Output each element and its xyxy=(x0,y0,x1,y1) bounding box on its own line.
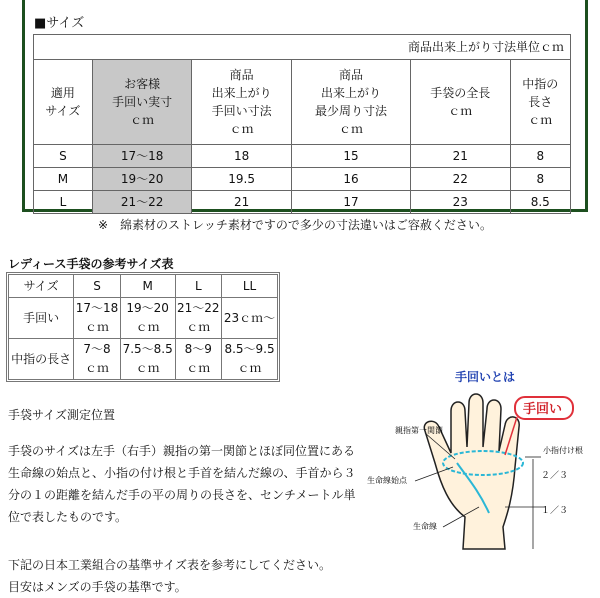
thumb-joint-label: 親指第一関節 xyxy=(395,426,443,435)
table-row xyxy=(34,145,571,168)
measure-description: 手袋のサイズは左手（右手）親指の第一関節とほぼ同位置にある生命線の始点と、小指の付け根と手首を結んだ線の、手首から３分の１の距離を結んだ手の平の周りの長さを、センチメートル単位で表したものです。 xyxy=(8,444,356,524)
stretch-note: ※ 綿素材のストレッチ素材ですので多少の寸法違いはご容赦ください。 xyxy=(98,218,492,232)
size-section-title: ■サイズ xyxy=(34,16,85,31)
reference-line: 目安はメンズの手袋の基準です。 xyxy=(8,580,187,594)
row-label-cell: 中指の長さ xyxy=(9,339,74,380)
row-label-cell: 手回い xyxy=(9,298,74,339)
reference-note xyxy=(8,554,331,598)
value-cell: 21 xyxy=(192,191,292,214)
value-cell: 18 xyxy=(192,145,292,168)
value-cell: 8.5～9.5 ｃｍ xyxy=(222,339,278,380)
ladies-size-table xyxy=(8,274,278,380)
table-row xyxy=(34,168,571,191)
ladies-table-title: レディース手袋の参考サイズ表 xyxy=(8,257,174,271)
column-header: サイズ xyxy=(9,275,74,298)
value-cell: 17～18 ｃｍ xyxy=(74,298,121,339)
unit-note: 商品出来上がり寸法単位ｃｍ xyxy=(34,35,571,60)
column-header: 中指の 長さ ｃｍ xyxy=(510,60,570,145)
column-header: 適用 サイズ xyxy=(34,60,93,145)
value-cell: 17 xyxy=(291,191,410,214)
value-cell: 8～9 ｃｍ xyxy=(175,339,222,380)
value-cell: 8 xyxy=(510,145,570,168)
column-header: 手袋の全長 ｃｍ xyxy=(411,60,511,145)
value-cell: 17～18 xyxy=(92,145,192,168)
value-cell: 16 xyxy=(291,168,410,191)
size-cell: L xyxy=(34,191,93,214)
column-header: L xyxy=(175,275,222,298)
value-cell: 22 xyxy=(411,168,511,191)
ladies-table-frame xyxy=(6,272,280,382)
table-row xyxy=(9,339,278,380)
diagram-title: 手回いとは xyxy=(455,370,516,384)
value-cell: 19～20 xyxy=(92,168,192,191)
table-row xyxy=(34,191,571,214)
pinky-base-label: 小指付け根 xyxy=(543,446,583,455)
value-cell: 7～8 ｃｍ xyxy=(74,339,121,380)
measure-position-heading: 手袋サイズ測定位置 xyxy=(8,408,116,422)
value-cell: 15 xyxy=(291,145,410,168)
value-cell: 19～20 ｃｍ xyxy=(120,298,175,339)
value-cell: 7.5～8.5 ｃｍ xyxy=(120,339,175,380)
life-line-start-label: 生命線始点 xyxy=(367,476,407,485)
hand-icon xyxy=(424,394,519,549)
callout-label: 手回い xyxy=(523,402,563,417)
column-header: M xyxy=(120,275,175,298)
one-third-label: １／３ xyxy=(541,506,569,516)
column-header: 商品 出来上がり 最少周り寸法 ｃｍ xyxy=(291,60,410,145)
column-header: お客様 手回い実寸 ｃｍ xyxy=(92,60,192,145)
column-header: 商品 出来上がり 手回い寸法 ｃｍ xyxy=(192,60,292,145)
value-cell: 8 xyxy=(510,168,570,191)
value-cell: 23 xyxy=(411,191,511,214)
column-header: S xyxy=(74,275,121,298)
value-cell: 21～22 ｃｍ xyxy=(175,298,222,339)
size-cell: S xyxy=(34,145,93,168)
column-header: LL xyxy=(222,275,278,298)
size-table xyxy=(33,34,571,214)
value-cell: 21 xyxy=(411,145,511,168)
value-cell: 21～22 xyxy=(92,191,192,214)
value-cell: 8.5 xyxy=(510,191,570,214)
hand-measurement-diagram xyxy=(355,367,595,567)
life-line-label: 生命線 xyxy=(413,522,437,531)
two-thirds-label: ２／３ xyxy=(541,471,569,481)
table-row xyxy=(9,298,278,339)
size-cell: M xyxy=(34,168,93,191)
value-cell: 23ｃｍ～ xyxy=(222,298,278,339)
reference-line: 下記の日本工業組合の基準サイズ表を参考にしてください。 xyxy=(8,558,332,572)
value-cell: 19.5 xyxy=(192,168,292,191)
